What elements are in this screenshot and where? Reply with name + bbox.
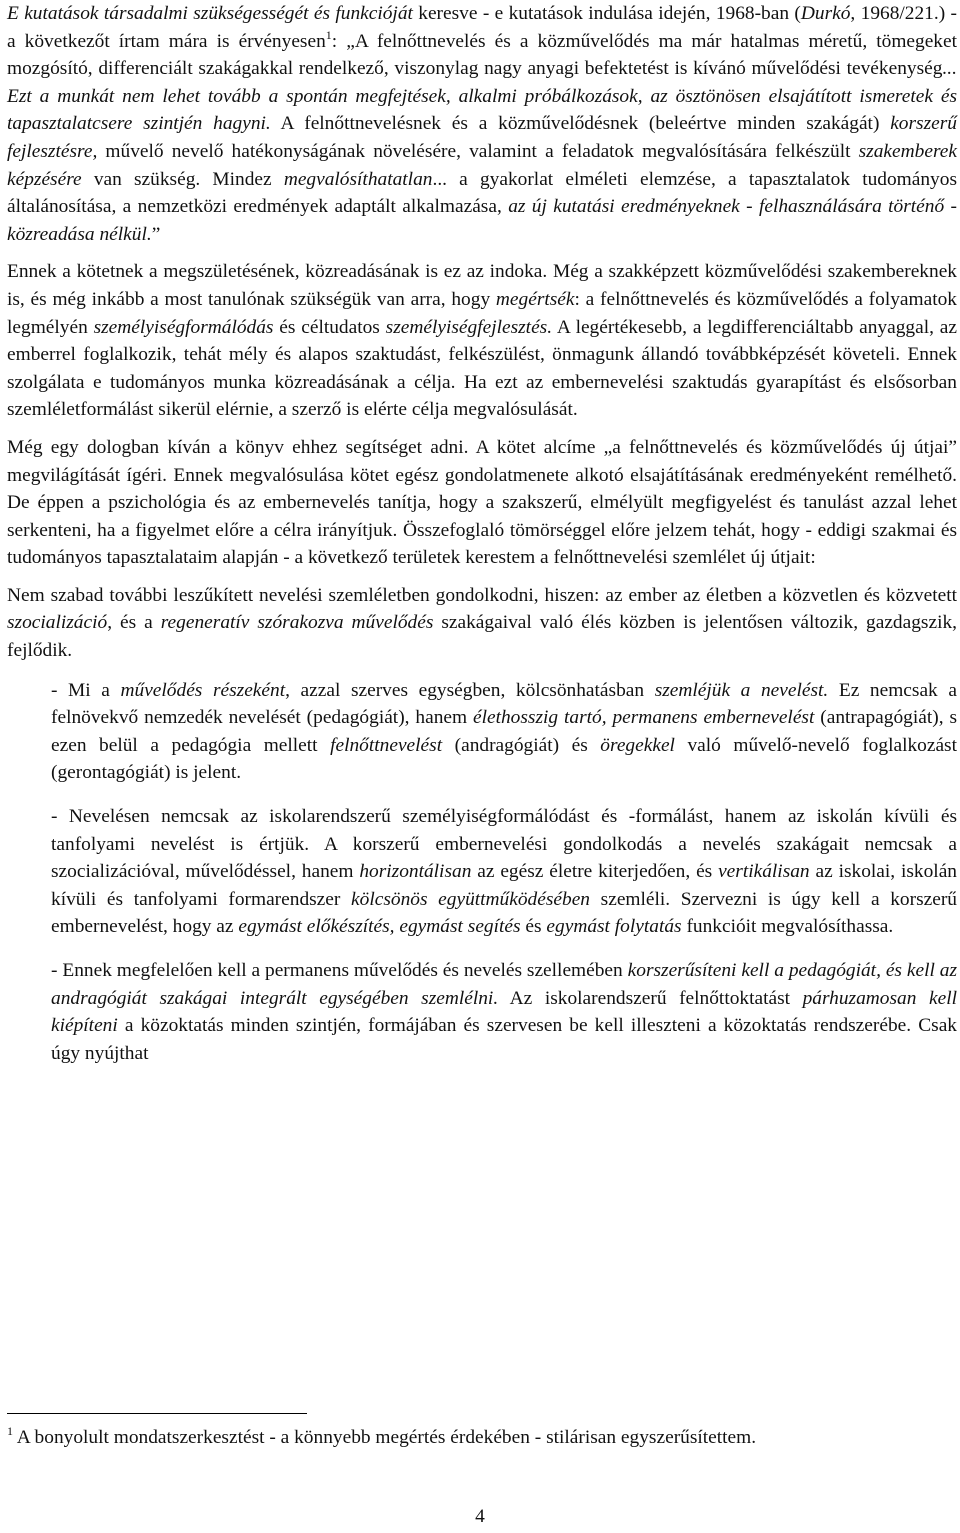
emphasized-text: felnőttnevelést (330, 734, 443, 756)
list-item (7, 957, 957, 1067)
footnote-reference: 1 (325, 27, 332, 42)
text-run: funkcióit megvalósíthassa. (681, 916, 894, 938)
page-number: 4 (475, 1506, 485, 1527)
text-run: A legértékesebb, a legdifferenciáltabb anyaggal, az emberrel foglalkozik, tehát mély és alapos szaktudást, felkészülést, önmagunk állandó továbbképzését követeli. Ennek szolgálata e tudományos munka közreadásának a célja. Ha ezt az embernevelési szaktudás gyarapítást és elsősorban szemléletformálást sikerül elérnie, a szerző is elérte célja megvalósulását. (7, 316, 957, 421)
emphasized-text: vertikálisan (718, 861, 810, 883)
emphasized-text: horizontálisan (359, 861, 472, 883)
bullet-list (7, 677, 957, 1068)
list-item (7, 803, 957, 941)
emphasized-text: élethosszig tartó, permanens embernevelést (473, 707, 815, 729)
emphasized-text: személyiségformálódás (93, 316, 274, 338)
emphasized-text: regeneratív szórakozva művelődés (160, 612, 434, 634)
emphasized-text: művelődés részeként (120, 679, 286, 701)
emphasized-text: öregekkel (600, 734, 675, 756)
footnote-divider (7, 1413, 307, 1414)
emphasized-text: egymást folytatás (546, 916, 682, 938)
text-run: Ez nemcsak a felnövekvő nemzedék nevelését (pedagógiát), hanem (51, 679, 957, 729)
emphasized-text: Durkó (800, 3, 851, 24)
text-run: , 1968/221.) - a következőt írtam mára is érvényesen (7, 3, 957, 52)
text-run: A felnőttnevelésnek és a közművelődésnek (beleértve minden szakágát) (270, 113, 891, 135)
text-run: szakágaival való élés közben is jelentősen változik, gazdagszik, fejlődik. (7, 612, 958, 662)
emphasized-text: korszerűsíteni kell a pedagógiát, és kell az andragógiát szakágai integrált egységében szemlélni. (51, 960, 958, 1009)
text-run: (antrapagógiát), s ezen belül a pedagógia mellett (51, 707, 957, 756)
text-run: Az iskolarendszerű felnőttoktatást (498, 987, 803, 1009)
footnote (7, 1424, 957, 1451)
text-run: az iskolai, iskolán kívüli és tanfolyami formarendszer (51, 861, 957, 910)
emphasized-text: szemléjük a nevelést. (654, 679, 829, 701)
document-page (7, 0, 957, 1067)
text-run: az egész életre kiterjedően, és (471, 861, 719, 883)
text-run: : a felnőttnevelés és közművelődés a folyamatok legmélyén (7, 288, 957, 338)
text-run: való művelő-nevelő foglalkozást (gerontagógiát) is jelent. (51, 734, 957, 784)
paragraph (7, 258, 957, 424)
footnote-text: A bonyolult mondatszerkesztést - a könnyebb megértés érdekében - stilárisan egyszerűsítettem. (13, 1427, 757, 1448)
text-run: Nem szabad további leszűkített nevelési szemléletben gondolkodni, hiszen: az ember az életben a közvetlen és közvetett (7, 584, 957, 606)
emphasized-text: egymást előkészítés, egymást segítés (238, 916, 521, 938)
text-run: - Ennek megfelelően kell a permanens művelődés és nevelés szellemében (51, 960, 628, 981)
text-run: keresve - e kutatások indulása idején, 1968-ban ( (412, 3, 801, 24)
text-run: van szükség. Mindez (81, 168, 284, 190)
emphasized-text: E kutatások társadalmi szükségességét és funkcióját (7, 3, 413, 24)
text-run: - Nevelésen nemcsak az iskolarendszerű személyiségformálódást és -formálást, hanem az iskolán kívüli és tanfolyami nevelést is értjük. A korszerű embernevelési gondolkodás a nevelés szakágait nemcsak a szocializációval, művelődéssel, hanem (51, 806, 957, 883)
text-run: szemléli. Szervezni is úgy kell a korszerű embernevelést, hogy az (51, 888, 957, 938)
text-run: , azzal szerves egységben, kölcsönhatásban (285, 679, 655, 701)
emphasized-text: szocializáció (7, 612, 108, 634)
text-run: (andragógiát) és (442, 734, 601, 756)
text-run: Ennek a kötetnek a megszületésének, közreadásának is ez az indoka. Még a szakképzett közművelődési szakembereknek is, és még inkább a most tanulónak szükségük van arra, hogy (7, 261, 957, 310)
paragraph (7, 582, 957, 665)
text-run: Még egy dologban kíván a könyv ehhez segítséget adni. A kötet alcíme „a felnőttnevelés és közművelődés új útjai” megvilágítását ígéri. Ennek megvalósulása kötet egész gondolatmenete alkotó elsajátításának eredményeként remélhető. De éppen a pszichológia és az embernevelés tanítja, hogy a szakszerű, elmélyült megfigyelést és tanulást azzal lehet serkenteni, ha a figyelmet előre a célra irányítjuk. Összefoglaló tömörséggel előre jelzem tehát, hogy - eddigi szakmai és tudományos tapasztalataim alapján - a következő területek kerestem a felnőttnevelési szemlélet új útjait: (7, 436, 957, 569)
emphasized-text: megértsék (495, 288, 575, 310)
emphasized-text: korszerű fejlesztésre, (7, 113, 957, 162)
emphasized-text: párhuzamosan kell kiépíteni (51, 987, 957, 1037)
emphasized-text: kölcsönös együttműködésében (351, 888, 590, 910)
text-run: ... a gyakorlat elméleti elemzése, a tapasztalatok tudományos általánosítása, a nemzetközi eredmények adaptált alkalmazása, (7, 168, 957, 218)
text-run: - Mi a (51, 679, 121, 701)
emphasized-text: az új kutatási eredményeknek - felhasználására történő - közreadása nélkül. (7, 196, 957, 245)
text-run: ” (151, 223, 161, 245)
text-run: és (520, 916, 547, 938)
list-item (7, 677, 957, 787)
emphasized-text: ... Ezt a munkát nem lehet tovább a spontán megfejtések, alkalmi próbálkozások, az ösztönösen elsajátított ismeretek és tapasztalatcsere szintjén hagyni. (7, 58, 957, 135)
footnote-marker: 1 (7, 1424, 13, 1438)
body-text (7, 0, 957, 665)
text-run: művelő nevelő hatékonyságának növelésére, valamint a feladatok megvalósítására felkészült (97, 140, 859, 162)
emphasized-text: megvalósíthatatlan (283, 168, 433, 190)
paragraph (7, 0, 957, 248)
text-run: a közoktatás minden szintjén, formájában és szervesen be kell illeszteni a közoktatás rendszerébe. Csak úgy nyújthat (51, 1015, 957, 1064)
text-run: és céltudatos (273, 316, 386, 338)
paragraph (7, 434, 957, 572)
text-run: , és a (107, 612, 161, 634)
emphasized-text: szakemberek képzésére (7, 140, 957, 190)
emphasized-text: személyiségfejlesztés. (385, 316, 553, 338)
text-run: : „A felnőttnevelés és a közművelődés ma már hatalmas méretű, tömegeket mozgósító, differenciált szakágakkal rendelkező, viszonylag nagy anyagi befektetést is kívánó művelődési tevékenység (7, 30, 957, 80)
